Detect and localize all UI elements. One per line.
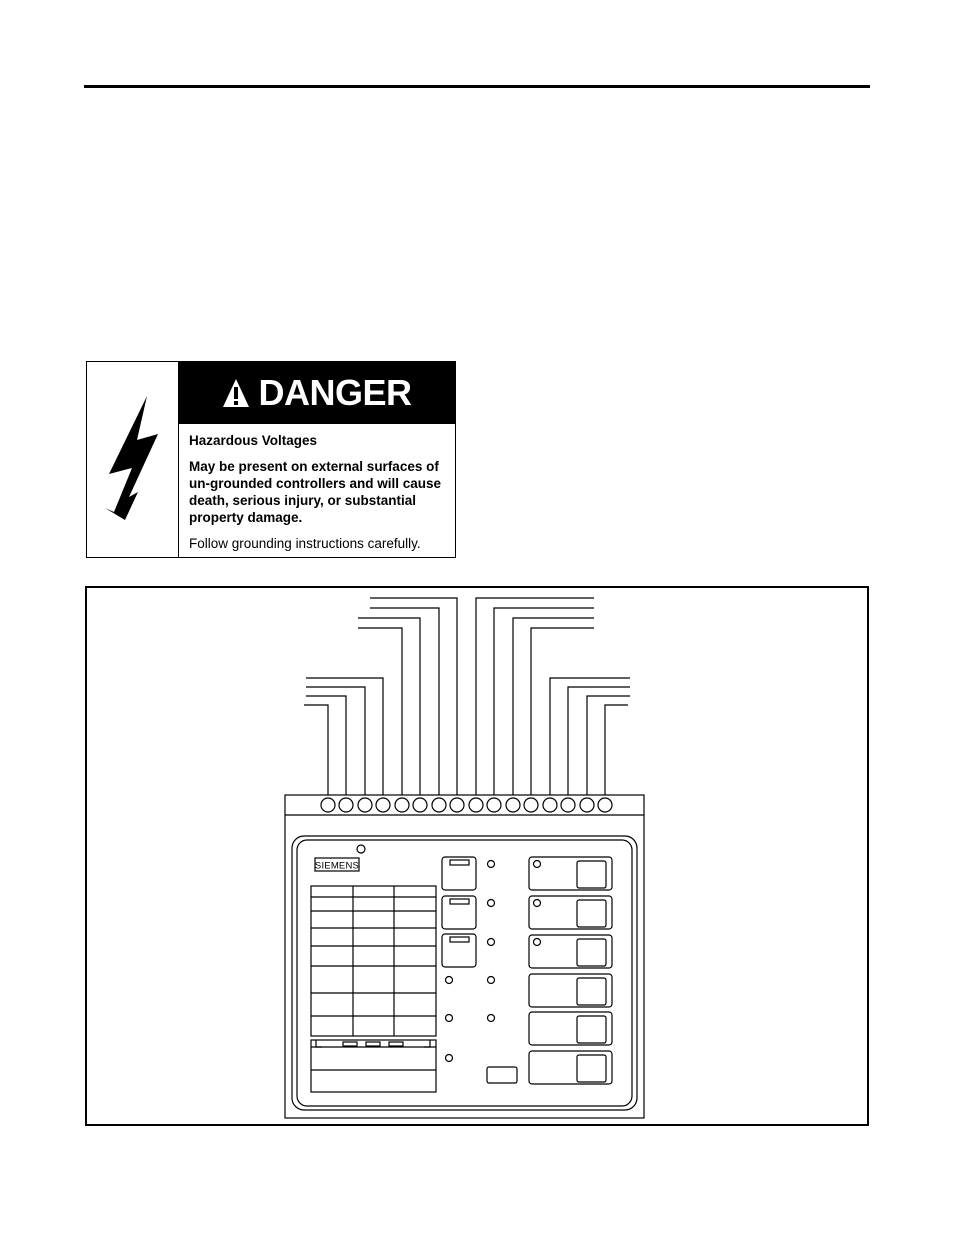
terminal-row bbox=[321, 798, 612, 812]
danger-header-text: DANGER bbox=[258, 372, 412, 413]
siemens-logo: SIEMENS bbox=[314, 860, 360, 872]
danger-message: May be present on external surfaces of un-grounded controllers and will cause death, serious injury, or substantial property damage. bbox=[189, 459, 442, 525]
danger-heading: Hazardous Voltages bbox=[189, 433, 318, 448]
danger-footer: Follow grounding instructions carefully. bbox=[189, 536, 421, 551]
